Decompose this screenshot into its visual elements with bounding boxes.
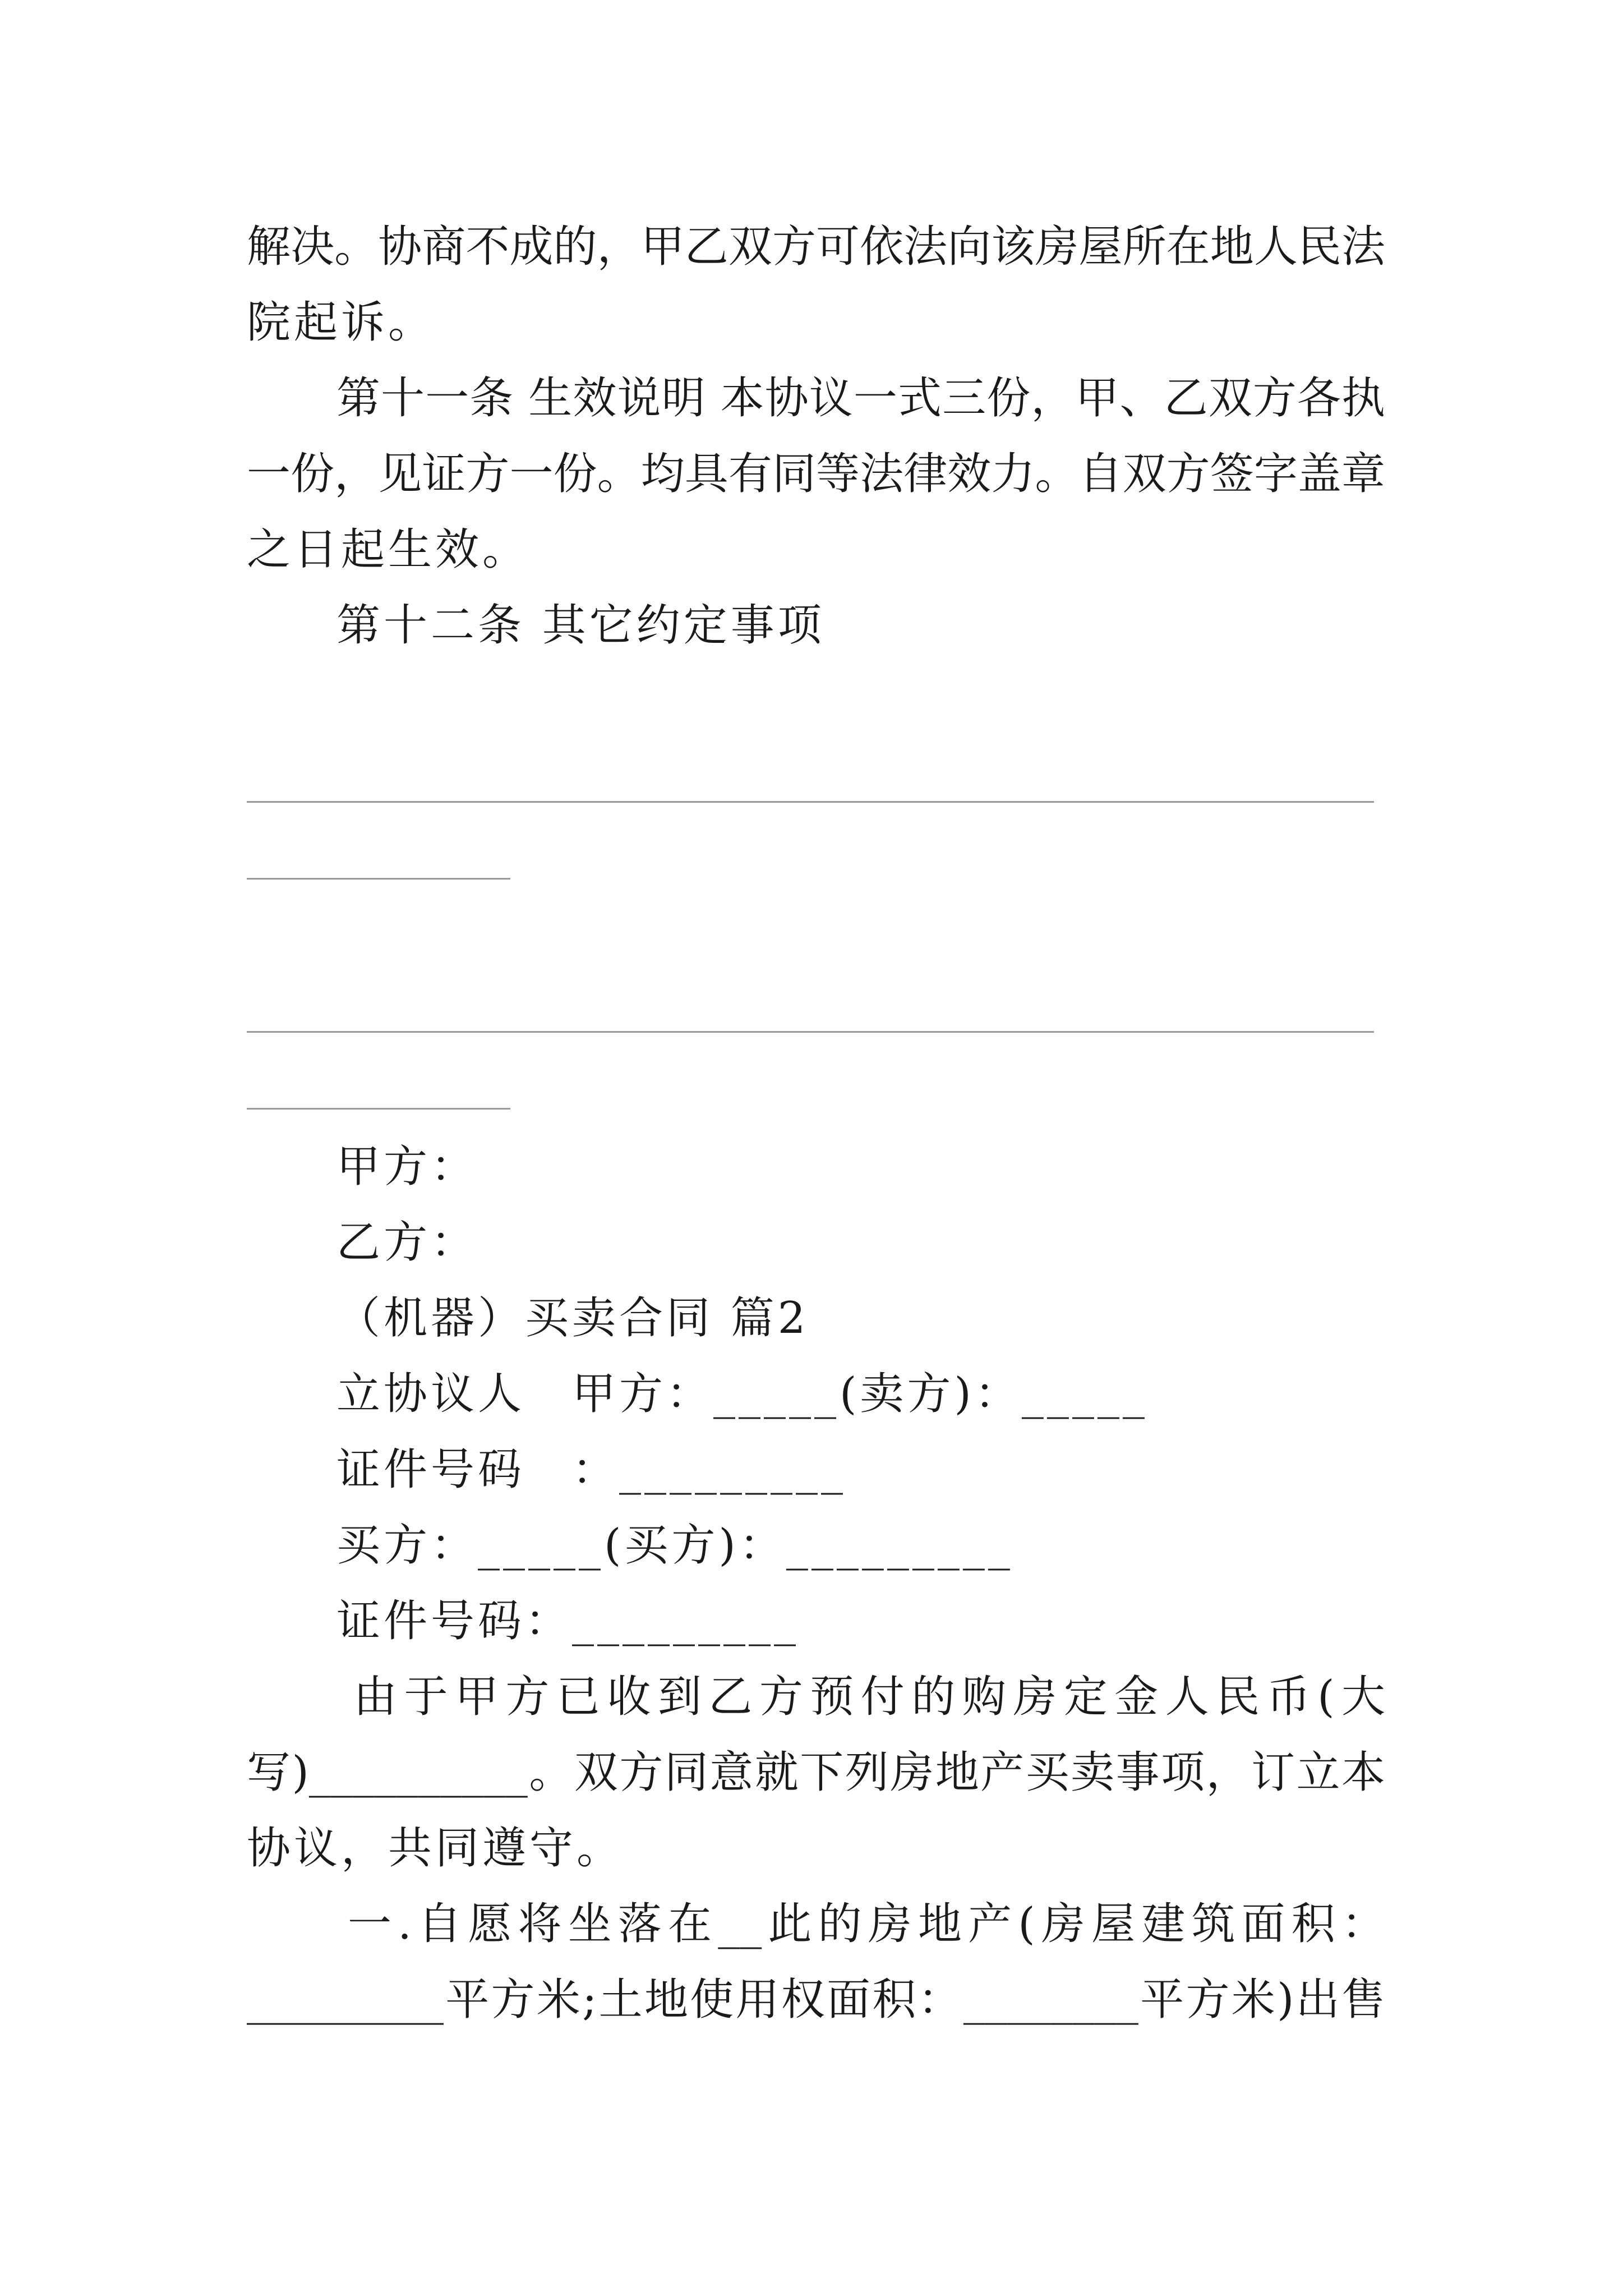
paragraph-line: 之日起生效。 [247, 524, 530, 575]
blank-line [247, 878, 510, 880]
paragraph-line: 一份，见证方一份。均具有同等法律效力。自双方签字盖章 [247, 449, 1385, 499]
clause-1-line: 一.自愿将坐落在__此的房地产(房屋建筑面积： [348, 1899, 1385, 1949]
article-11-heading: 第十一条 生效说明 本协议一式三份，甲、乙双方各执 [336, 373, 1385, 424]
clause-1-line: _________平方米;土地使用权面积：________平方米)出售 [247, 1975, 1385, 2025]
seller-line: 立协议人 甲方：_____(卖方)：_____ [336, 1369, 1148, 1419]
deposit-paragraph-line: 写)__________。双方同意就下列房地产买卖事项，订立本 [247, 1747, 1385, 1798]
article-12-heading: 第十二条 其它约定事项 [336, 600, 825, 651]
blank-line [247, 801, 1374, 803]
deposit-paragraph-line: 协议，共同遵守。 [247, 1823, 624, 1874]
blank-line [247, 1108, 510, 1110]
party-b-signature: 乙方： [336, 1217, 478, 1268]
paragraph-line: 院起诉。 [247, 297, 436, 348]
paragraph-line: 解决。协商不成的，甲乙双方可依法向该房屋所在地人民法 [247, 222, 1385, 272]
buyer-line: 买方：_____(买方)：_________ [336, 1520, 1013, 1571]
party-a-signature: 甲方： [336, 1142, 478, 1192]
buyer-id-line: 证件号码：_________ [336, 1596, 800, 1646]
seller-id-line: 证件号码 ：_________ [336, 1444, 847, 1495]
contract-title: （机器）买卖合同 篇2 [336, 1293, 809, 1343]
deposit-paragraph-line: 由于甲方已收到乙方预付的购房定金人民币(大 [353, 1672, 1385, 1722]
blank-line [247, 1031, 1374, 1033]
